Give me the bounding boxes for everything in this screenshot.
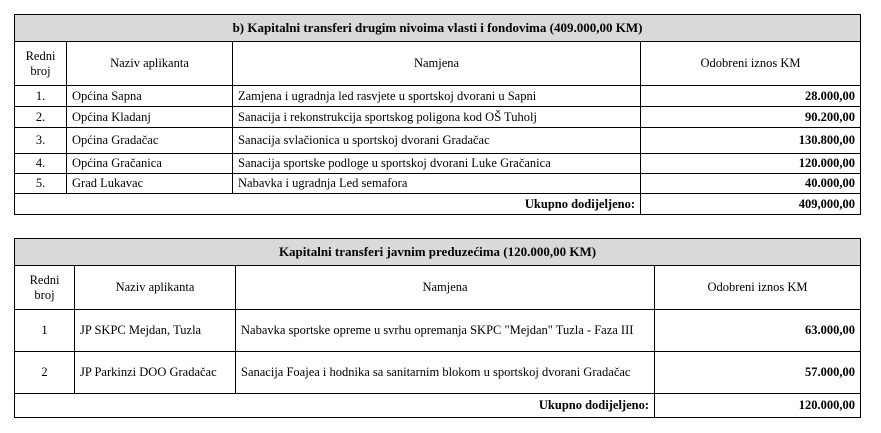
cell-naziv: Općina Kladanj	[67, 107, 233, 128]
header-redni-broj: Redni broj	[15, 266, 75, 310]
cell-iznos: 40.000,00	[641, 174, 861, 194]
cell-namjena: Sanacija svlačionica u sportskoj dvorani Gradačac	[233, 128, 641, 154]
table-row	[15, 86, 861, 107]
header-odobreni-iznos: Odobreni iznos KM	[655, 266, 861, 310]
cell-naziv: Općina Gračanica	[67, 154, 233, 174]
cell-rb: 2.	[15, 107, 67, 128]
cell-rb: 1	[15, 310, 75, 352]
total-row	[15, 394, 861, 418]
table-row	[15, 128, 861, 154]
cell-naziv: Općina Sapna	[67, 86, 233, 107]
cell-rb: 4.	[15, 154, 67, 174]
cell-naziv: JP Parkinzi DOO Gradačac	[75, 352, 236, 394]
cell-rb: 1.	[15, 86, 67, 107]
total-label: Ukupno dodijeljeno:	[15, 394, 655, 418]
cell-naziv: Općina Gradačac	[67, 128, 233, 154]
cell-rb: 2	[15, 352, 75, 394]
table-title: Kapitalni transferi javnim preduzećima (120.000,00 KM)	[15, 239, 861, 266]
cell-namjena: Nabavka sportske opreme u svrhu opremanja SKPC "Mejdan" Tuzla - Faza III	[236, 310, 655, 352]
table-title: b) Kapitalni transferi drugim nivoima vlasti i fondovima (409.000,00 KM)	[15, 15, 861, 42]
header-namjena: Namjena	[233, 42, 641, 86]
cell-namjena: Nabavka i ugradnja Led semafora	[233, 174, 641, 194]
header-namjena: Namjena	[236, 266, 655, 310]
header-redni-broj: Redni broj	[15, 42, 67, 86]
cell-namjena: Sanacija i rekonstrukcija sportskog poligona kod OŠ Tuholj	[233, 107, 641, 128]
total-label: Ukupno dodijeljeno:	[15, 194, 641, 215]
header-naziv-aplikanta: Naziv aplikanta	[67, 42, 233, 86]
table-kapitalni-transferi-preduzecima	[14, 238, 861, 418]
table-kapitalni-transferi-nivoima-vlasti	[14, 14, 861, 215]
cell-iznos: 63.000,00	[655, 310, 861, 352]
cell-iznos: 90.200,00	[641, 107, 861, 128]
cell-naziv: JP SKPC Mejdan, Tuzla	[75, 310, 236, 352]
cell-iznos: 57.000,00	[655, 352, 861, 394]
total-value: 409,000,00	[641, 194, 861, 215]
header-naziv-aplikanta: Naziv aplikanta	[75, 266, 236, 310]
cell-namjena: Sanacija sportske podloge u sportskoj dvorani Luke Gračanica	[233, 154, 641, 174]
cell-naziv: Grad Lukavac	[67, 174, 233, 194]
table-row	[15, 154, 861, 174]
header-odobreni-iznos: Odobreni iznos KM	[641, 42, 861, 86]
cell-iznos: 120.000,00	[641, 154, 861, 174]
total-value: 120.000,00	[655, 394, 861, 418]
table-row	[15, 310, 861, 352]
table-row	[15, 352, 861, 394]
cell-rb: 3.	[15, 128, 67, 154]
cell-iznos: 28.000,00	[641, 86, 861, 107]
cell-rb: 5.	[15, 174, 67, 194]
total-row	[15, 194, 861, 215]
cell-namjena: Zamjena i ugradnja led rasvjete u sportskoj dvorani u Sapni	[233, 86, 641, 107]
table-row	[15, 174, 861, 194]
cell-namjena: Sanacija Foajea i hodnika sa sanitarnim blokom u sportskoj dvorani Gradačac	[236, 352, 655, 394]
table-row	[15, 107, 861, 128]
cell-iznos: 130.800,00	[641, 128, 861, 154]
